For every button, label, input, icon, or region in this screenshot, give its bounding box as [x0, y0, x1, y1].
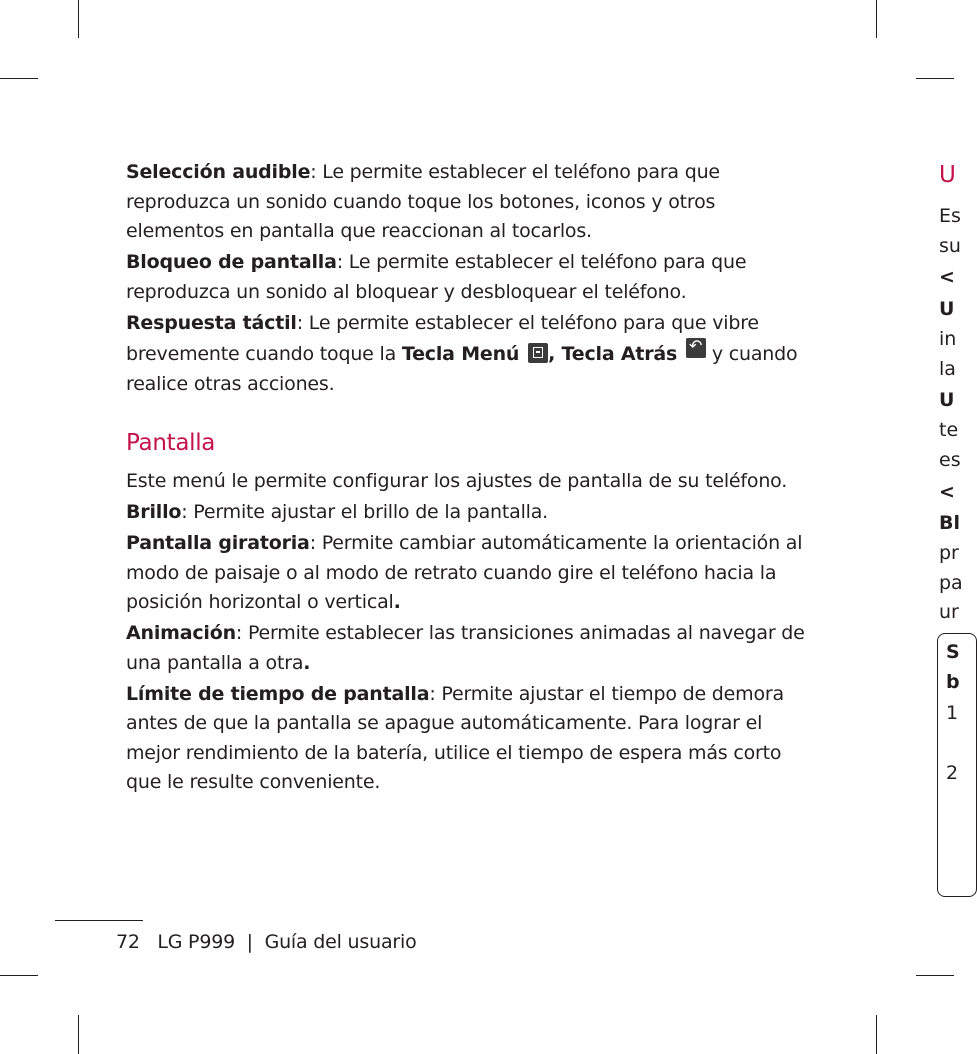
crop-mark [0, 78, 38, 79]
crop-mark [916, 78, 954, 79]
product-name: LG P999 [157, 931, 235, 953]
animation-text: : Permite establecer las transiciones animadas al navegar de una pantalla a otra [126, 622, 805, 674]
haptic-feedback-text: : Le permite establecer el teléfono para que vibre brevemente cuando toque la [126, 311, 759, 365]
brightness-text: : Permite ajustar el brillo de la pantalla. [181, 501, 549, 523]
facing-page-fragment: b [946, 671, 960, 693]
facing-page-fragment: su [939, 235, 961, 257]
facing-page-fragment: pr [939, 542, 959, 564]
facing-page-fragment: Es [939, 205, 961, 227]
audible-selection-term: Selección audible [126, 161, 311, 183]
auto-rotate-text: : Permite cambiar automáticamente la orientación al modo de paisaje o al modo de retrato cuando gire el teléfono hacia la posición horizontal o vertical [126, 532, 803, 613]
facing-page-fragment: es [939, 449, 961, 471]
facing-page-fragment: < [939, 266, 955, 288]
auto-rotate-term: Pantalla giratoria [126, 532, 310, 554]
facing-page-fragment: la [939, 358, 956, 380]
screen-lock-term: Bloqueo de pantalla [126, 251, 337, 273]
page-footer [116, 929, 417, 955]
facing-page-fragment: < [939, 481, 955, 503]
crop-mark [0, 975, 38, 976]
facing-page-fragment: in [939, 328, 957, 350]
crop-mark [876, 0, 877, 38]
crop-mark [916, 975, 954, 976]
display-heading: Pantalla [126, 430, 216, 456]
screen-lock-paragraph [126, 248, 806, 307]
footer-rule [55, 920, 143, 921]
haptic-feedback-text-end: y cuando realice otras acciones. [126, 343, 798, 395]
facing-page-fragment: U [939, 389, 955, 411]
facing-page-fragment: te [939, 419, 959, 441]
facing-page-fragment: pa [939, 572, 963, 594]
screen-timeout-paragraph [126, 680, 806, 798]
facing-page-fragment: U [939, 162, 956, 188]
footer-separator: | [246, 931, 253, 953]
haptic-feedback-term: Respuesta táctil [126, 311, 297, 334]
crop-mark [78, 0, 79, 38]
menu-key-icon [528, 343, 548, 363]
animation-paragraph [126, 619, 806, 678]
screen-lock-text: : Le permite establecer el teléfono para que reproduzca un sonido al bloquear y desbloquear el teléfono. [126, 251, 747, 303]
brightness-term: Brillo [126, 501, 182, 523]
back-key-label: , Tecla Atrás [548, 343, 678, 365]
facing-page-fragment: 1 [946, 702, 959, 724]
auto-rotate-end: . [393, 591, 401, 613]
audible-selection-text: : Le permite establecer el teléfono para que reproduzca un sonido cuando toque los botones, iconos y otros elementos en pantalla que reaccionan al tocarlos. [126, 161, 720, 242]
facing-page-fragment: S [946, 641, 960, 663]
facing-page-fragment: 2 [946, 762, 959, 784]
facing-page-fragment: Bl [939, 512, 960, 534]
page-number: 72 [116, 931, 140, 953]
animation-end: . [303, 651, 311, 674]
screen-timeout-term: Límite de tiempo de pantalla [126, 682, 430, 705]
display-intro: Este menú le permite configurar los ajustes de pantalla de su teléfono. [126, 470, 788, 492]
main-column [126, 158, 806, 799]
menu-key-label: Tecla Menú [401, 343, 520, 365]
auto-rotate-paragraph [126, 529, 806, 618]
animation-term: Animación [126, 622, 236, 644]
screen-timeout-text: : Permite ajustar el tiempo de demora antes de que la pantalla se apague automáticamente. Para lograr el mejor rendimiento de la batería, utilice el tiempo de espera más corto que le resulte conveniente. [126, 682, 784, 793]
guide-title: Guía del usuario [264, 931, 417, 953]
haptic-feedback-paragraph [126, 309, 806, 400]
brightness-paragraph [126, 498, 806, 528]
back-key-icon [686, 338, 706, 358]
facing-page-fragment: U [939, 298, 955, 320]
facing-page-fragment: ur [939, 601, 959, 623]
crop-mark [876, 1015, 877, 1054]
crop-mark [78, 1015, 79, 1054]
audible-selection-paragraph [126, 158, 806, 247]
